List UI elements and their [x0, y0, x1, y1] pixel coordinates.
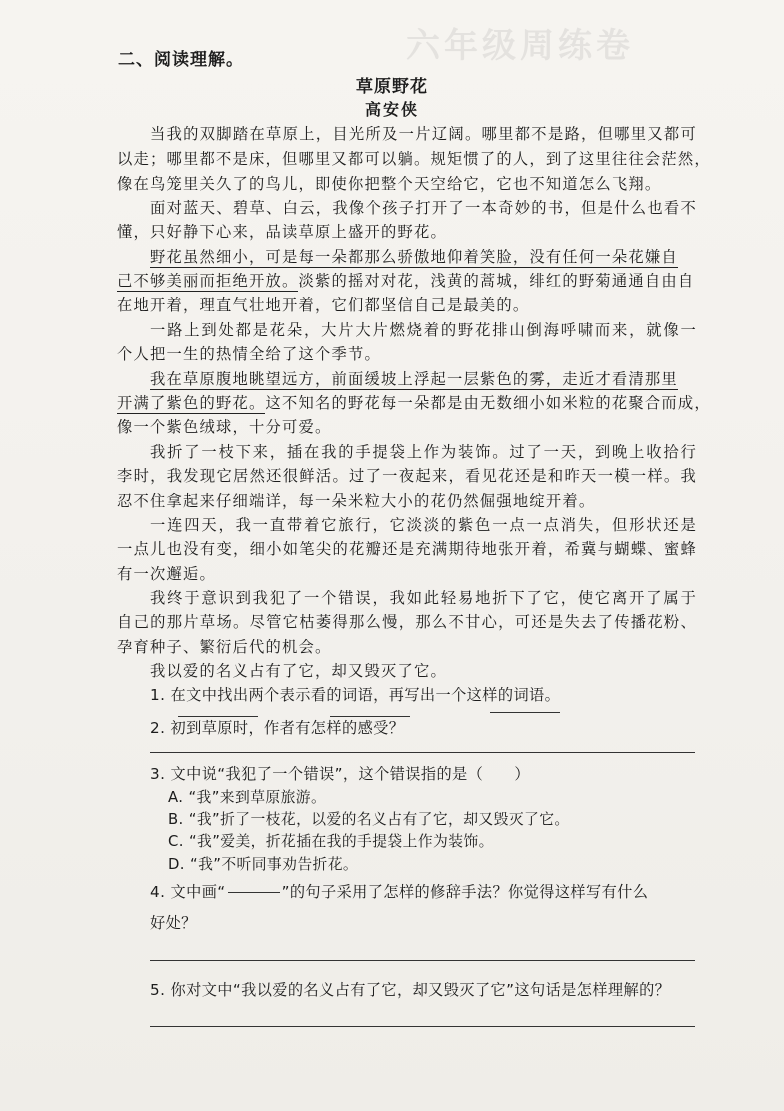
article-line: 孕育种子、繁衍后代的机会。: [117, 638, 332, 656]
section-heading: 二、阅读理解。: [118, 50, 244, 70]
article-title: 草原野花: [356, 77, 428, 97]
article-line: 以走；哪里都不是床，但哪里又都可以躺。规矩惯了的人，到了这里往往会茫然，: [117, 150, 711, 168]
article-line: [150, 367, 730, 389]
underlined-sentence: 我在草原腹地眺望远方，前面缓坡上浮起一层紫色的雾，走近才看清那里: [150, 370, 678, 388]
question-3: 3. 文中说“我犯了一个错误”，这个错误指的是（ ）: [150, 765, 530, 783]
article-line: 在地开着，理直气壮地开着，它们都坚信自己是最美的。: [117, 296, 530, 314]
article-line: 我以爱的名义占有了它，却又毁灭了它。: [150, 662, 447, 680]
underline-marker: [228, 892, 280, 893]
bleed-through-text: 六年级周练卷: [406, 26, 634, 66]
answer-line-4[interactable]: [150, 960, 695, 961]
underlined-sentence: 野花虽然细小，可是每一朵都那么骄傲地仰着笑脸，没有任何一朵花嫌自: [150, 248, 678, 266]
answer-line-2[interactable]: [150, 752, 695, 753]
option-d[interactable]: D. “我”不听同事劝告折花。: [168, 856, 359, 873]
question-1: 1. 在文中找出两个表示看的词语，再写出一个这样的词语。: [150, 686, 561, 704]
article-line: 忍不住拿起来仔细端详，每一朵米粒大小的花仍然倔强地绽开着。: [117, 492, 596, 510]
article-line: 己不够美丽而拒绝开放。淡紫的摇对对花，浅黄的蒿城，绯红的野菊通通自由自: [117, 272, 695, 290]
article-line: 个人把一生的热情全给了这个季节。: [117, 345, 381, 363]
article-line: 一点儿也没有变，细小如笔尖的花瓣还是充满期待地张开着，希冀与蝴蝶、蜜蜂: [117, 540, 697, 558]
article-line: 自己的那片草场。尽管它枯萎得那么慢，那么不甘心，可还是失去了传播花粉、: [117, 613, 697, 631]
article-line: 一路上到处都是花朵，大片大片燃烧着的野花排山倒海呼啸而来，就像一: [150, 321, 697, 339]
article-line: 像在鸟笼里关久了的鸟儿，即使你把整个天空给它，它也不知道怎么飞翔。: [117, 175, 662, 193]
article-line: 面对蓝天、碧草、白云，我像个孩子打开了一本奇妙的书，但是什么也看不: [150, 199, 697, 217]
article-line: 当我的双脚踏在草原上，目光所及一片辽阔。哪里都不是路，但哪里又都可: [150, 125, 697, 143]
option-b[interactable]: B. “我”折了一枝花，以爱的名义占有了它，却又毁灭了它。: [168, 811, 570, 828]
question-5: 5. 你对文中“我以爱的名义占有了它，却又毁灭了它”这句话是怎样理解的？: [150, 981, 671, 999]
article-line: 我折了一枝下来，插在我的手提袋上作为装饰。过了一天，到晚上收拾行: [150, 443, 697, 461]
article-line: 有一次邂逅。: [117, 565, 216, 583]
option-c[interactable]: C. “我”爱美，折花插在我的手提袋上作为装饰。: [168, 833, 494, 850]
article-line: 像一个紫色绒球，十分可爱。: [117, 418, 332, 436]
option-a[interactable]: A. “我”来到草原旅游。: [168, 789, 327, 806]
article-line: 我终于意识到我犯了一个错误，我如此轻易地折下了它，使它离开了属于: [150, 589, 697, 607]
question-4-cont: 好处？: [150, 914, 197, 932]
question-4: 4. 文中画“ ”的句子采用了怎样的修辞手法？你觉得这样写有什么: [150, 883, 649, 901]
article-line: 懂，只好静下心来，品读草原上盛开的野花。: [117, 223, 447, 241]
answer-line-5[interactable]: [150, 1026, 695, 1027]
underlined-sentence: 开满了紫色的野花。: [117, 394, 266, 412]
answer-blank-1c[interactable]: [490, 712, 560, 713]
underlined-sentence: 己不够美丽而拒绝开放。: [117, 272, 299, 290]
article-author: 高安侠: [364, 100, 419, 119]
question-2: 2. 初到草原时，作者有怎样的感受？: [150, 719, 405, 737]
article-line: 一连四天，我一直带着它旅行，它淡淡的紫色一点一点消失，但形状还是: [150, 516, 697, 534]
article-line: 开满了紫色的野花。这不知名的野花每一朵都是由无数细小如米粒的花聚合而成，: [117, 394, 711, 412]
article-line: [150, 245, 730, 267]
article-line: 李时，我发现它居然还很鲜活。过了一夜起来，看见花还是和昨天一模一样。我: [117, 467, 697, 485]
